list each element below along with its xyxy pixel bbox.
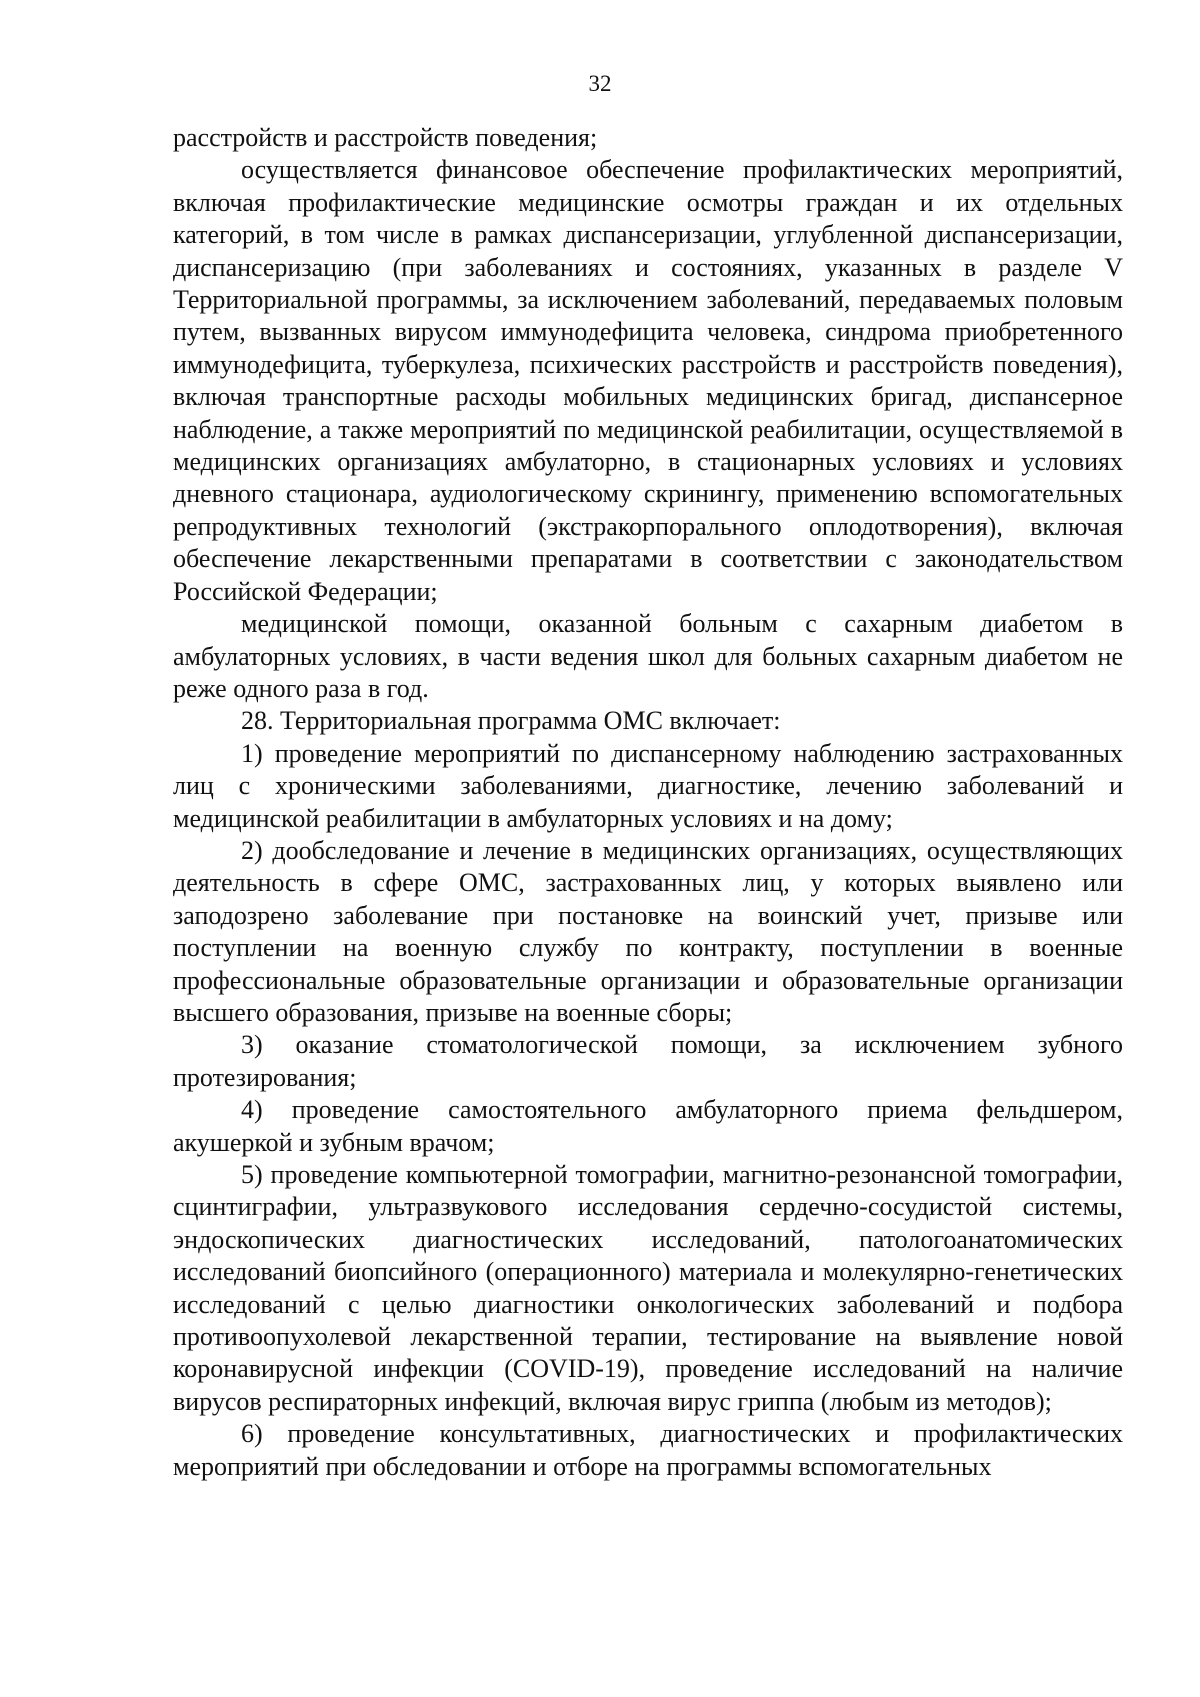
paragraph: осуществляется финансовое обеспечение профилактических мероприятий, включая профилактические медицинские осмотры граждан и их отдельных категорий, в том числе в рамках диспансеризации, углубленной диспансеризации, диспансеризацию (при заболеваниях и состояниях, указанных в разделе V Территориальной программы, за исключением заболеваний, передаваемых половым путем, вызванных вирусом иммунодефицита человека, синдрома приобретенного иммунодефицита, туберкулеза, психических расстройств и расстройств поведения), включая транспортные расходы мобильных медицинских бригад, диспансерное наблюдение, а также мероприятий по медицинской реабилитации, осуществляемой в медицинских организациях амбулаторно, в стационарных условиях и условиях дневного стационара, аудиологическому скринингу, применению вспомогательных репродуктивных технологий (экстракорпорального оплодотворения), включая обеспечение лекарственными препаратами в соответствии с законодательством Российской Федерации;: [173, 155, 1123, 606]
paragraph: расстройств и расстройств поведения;: [173, 123, 598, 152]
paragraph: 4) проведение самостоятельного амбулаторного приема фельдшером, акушеркой и зубным врачом;: [173, 1095, 1123, 1157]
paragraph: 5) проведение компьютерной томографии, магнитно-резонансной томографии, сцинтиграфии, ультразвукового исследования сердечно-сосудистой системы, эндоскопических диагностических исследований, патологоанатомических исследований биопсийного (операционного) материала и молекулярно-генетических исследований с целью диагностики онкологических заболеваний и подбора противоопухолевой лекарственной терапии, тестирование на выявление новой коронавирусной инфекции (COVID-19), проведение исследований на наличие вирусов респираторных инфекций, включая вирус гриппа (любым из методов);: [173, 1160, 1123, 1416]
page-number: 32: [588, 71, 612, 96]
paragraph: медицинской помощи, оказанной больным с сахарным диабетом в амбулаторных условиях, в части ведения школ для больных сахарным диабетом не реже одного раза в год.: [173, 609, 1123, 703]
document-body: [173, 122, 1123, 1483]
paragraph: 2) дообследование и лечение в медицинских организациях, осуществляющих деятельность в сфере ОМС, застрахованных лиц, у которых выявлено или заподозрено заболевание при постановке на воинский учет, призыве или поступлении на военную службу по контракту, поступлении в военные профессиональные образовательные организации и образовательные организации высшего образования, призыве на военные сборы;: [173, 835, 1123, 1027]
paragraph: 6) проведение консультативных, диагностических и профилактических мероприятий при обследовании и отборе на программы вспомогательных: [173, 1419, 1123, 1481]
paragraph: 28. Территориальная программа ОМС включает:: [241, 706, 781, 736]
paragraph: 1) проведение мероприятий по диспансерному наблюдению застрахованных лиц с хроническими заболеваниями, диагностике, лечению заболеваний и медицинской реабилитации в амбулаторных условиях и на дому;: [173, 738, 1123, 833]
paragraph: 3) оказание стоматологической помощи, за исключением зубного протезирования;: [173, 1030, 1123, 1092]
